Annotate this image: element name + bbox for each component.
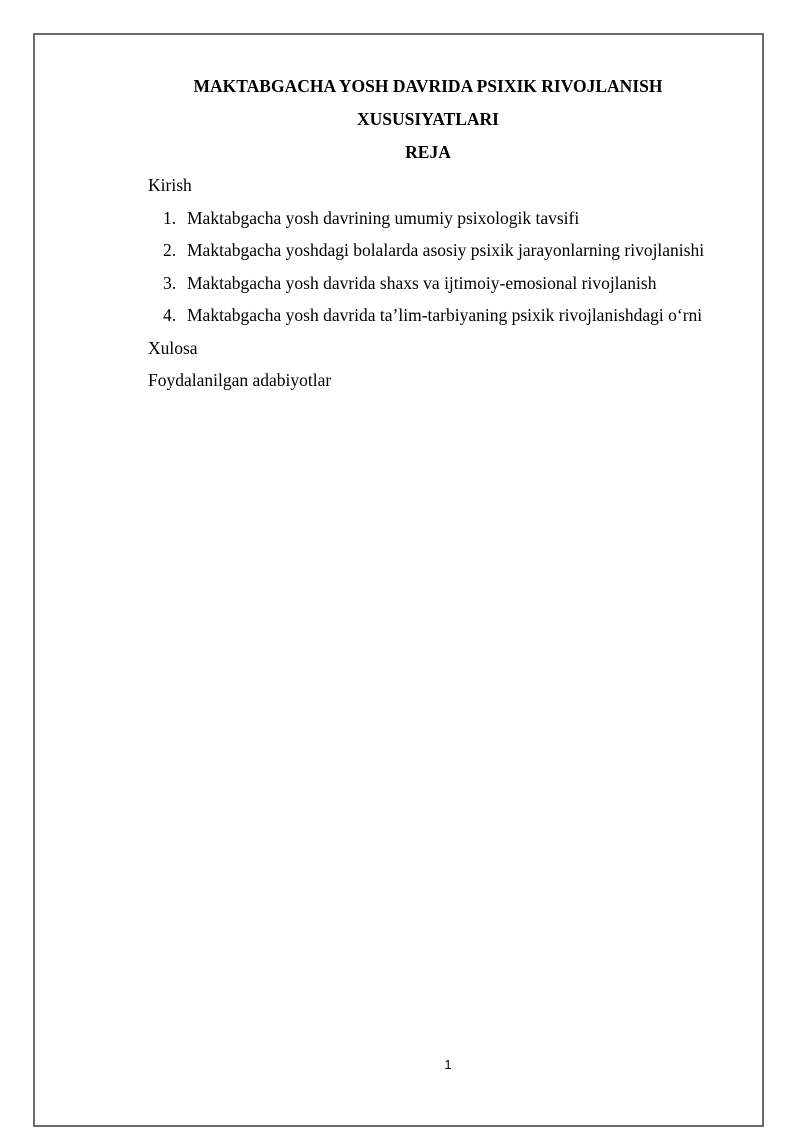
plan-item-text: Maktabgacha yosh davrida ta’lim-tarbiyaning psixik rivojlanishdagi o‘rni xyxy=(187,305,703,325)
document-title xyxy=(28,70,800,169)
plan-heading: REJA xyxy=(405,142,451,162)
plan-item-text: Maktabgacha yosh davrida shaxs va ijtimoiy-emosional rivojlanish xyxy=(187,272,657,293)
plan-list xyxy=(148,202,704,332)
page-number-text: 1 xyxy=(444,1057,452,1072)
intro-entry: Kirish xyxy=(148,175,192,195)
references-entry: Foydalanilgan adabiyotlar xyxy=(148,370,332,390)
conclusion-entry: Xulosa xyxy=(148,337,198,358)
plan-item xyxy=(148,267,704,300)
plan-item xyxy=(148,299,704,332)
plan-outline xyxy=(148,169,704,397)
plan-item xyxy=(148,202,704,235)
title-line-1: MAKTABGACHA YOSH DAVRIDA PSIXIK RIVOJLANISH xyxy=(193,76,663,96)
plan-item xyxy=(148,234,704,267)
plan-item-number: 1. xyxy=(163,207,177,228)
plan-item-number: 2. xyxy=(163,240,177,260)
page-number xyxy=(398,1057,498,1072)
plan-item-number: 3. xyxy=(163,272,177,293)
title-line-2: XUSUSIYATLARI xyxy=(357,109,499,129)
plan-item-number: 4. xyxy=(163,305,177,325)
plan-item-text: Maktabgacha yosh davrining umumiy psixologik tavsifi xyxy=(187,207,580,228)
plan-item-text: Maktabgacha yoshdagi bolalarda asosiy psixik jarayonlarning rivojlanishi xyxy=(187,240,705,260)
